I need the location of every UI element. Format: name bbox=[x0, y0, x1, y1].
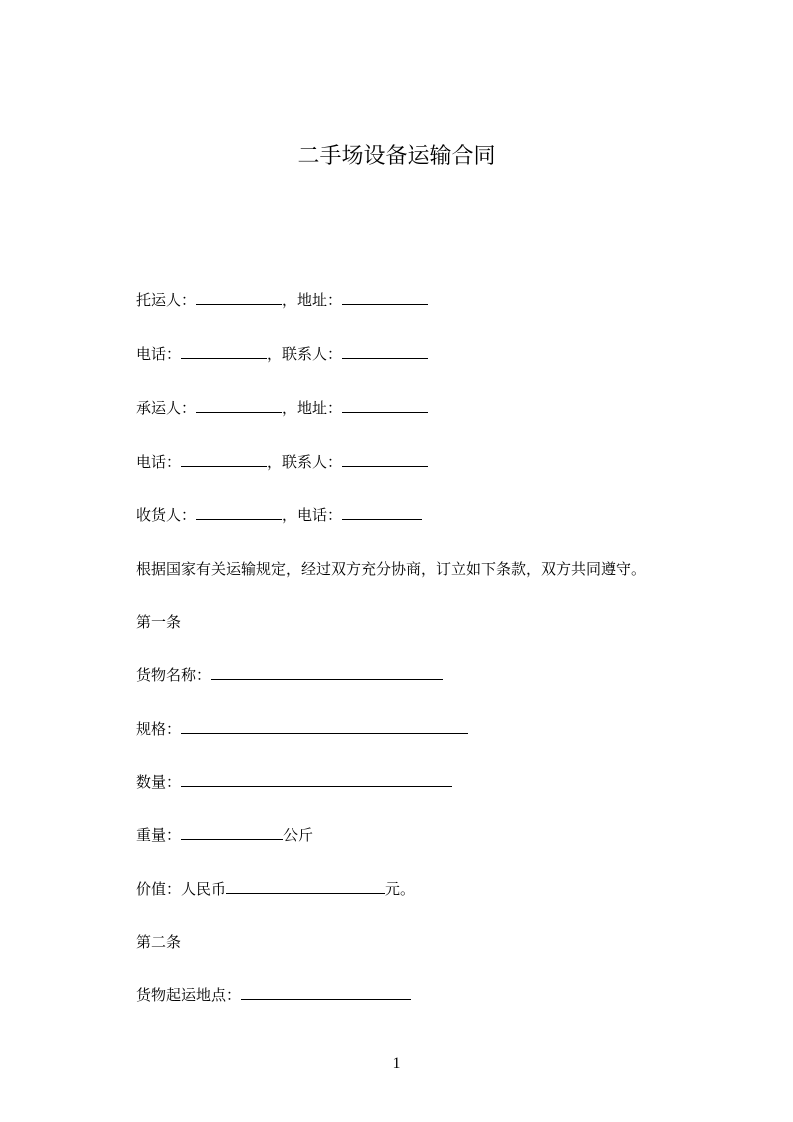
page-number: 1 bbox=[392, 1055, 401, 1072]
shipper-name-field[interactable] bbox=[196, 290, 282, 305]
goods-name-field[interactable] bbox=[211, 665, 443, 680]
origin-label: 货物起运地点： bbox=[136, 986, 242, 1004]
spec-label: 规格： bbox=[136, 720, 182, 738]
carrier-name-field[interactable] bbox=[196, 398, 282, 413]
carrier-contact-line bbox=[136, 452, 428, 472]
consignee-label: 收货人： bbox=[136, 506, 197, 524]
preamble: 根据国家有关运输规定，经过双方充分协商，订立如下条款，双方共同遵守。 bbox=[136, 560, 647, 578]
weight-line bbox=[136, 825, 313, 845]
consignee-phone-label: ，电话： bbox=[282, 506, 343, 524]
shipper-line bbox=[136, 290, 428, 310]
quantity-field[interactable] bbox=[181, 772, 452, 787]
shipper-label: 托运人： bbox=[136, 291, 197, 309]
origin-line bbox=[136, 985, 411, 1005]
value-field[interactable] bbox=[226, 879, 385, 894]
shipper-contact-field[interactable] bbox=[342, 344, 428, 359]
carrier-contact-field[interactable] bbox=[342, 452, 428, 467]
goods-name-label: 货物名称： bbox=[136, 666, 212, 684]
shipper-address-field[interactable] bbox=[342, 290, 428, 305]
weight-unit: 公斤 bbox=[283, 826, 314, 844]
article2-heading: 第二条 bbox=[136, 933, 182, 951]
shipper-contact-line bbox=[136, 344, 428, 364]
carrier-line bbox=[136, 398, 428, 418]
value-unit: 元。 bbox=[385, 880, 416, 898]
carrier-contact-label: ，联系人： bbox=[267, 453, 343, 471]
article1-heading: 第一条 bbox=[136, 613, 182, 631]
consignee-phone-field[interactable] bbox=[342, 505, 422, 520]
shipper-contact-label: ，联系人： bbox=[267, 345, 343, 363]
quantity-label: 数量： bbox=[136, 773, 182, 791]
shipper-address-label: ，地址： bbox=[282, 291, 343, 309]
consignee-line bbox=[136, 505, 422, 525]
document-title: 二手场设备运输合同 bbox=[297, 144, 496, 169]
shipper-phone-label: 电话： bbox=[136, 345, 182, 363]
carrier-phone-label: 电话： bbox=[136, 453, 182, 471]
carrier-phone-field[interactable] bbox=[181, 452, 267, 467]
shipper-phone-field[interactable] bbox=[181, 344, 267, 359]
spec-field[interactable] bbox=[181, 719, 468, 734]
goods-name-line bbox=[136, 665, 443, 685]
consignee-name-field[interactable] bbox=[196, 505, 282, 520]
origin-field[interactable] bbox=[241, 985, 411, 1000]
carrier-label: 承运人： bbox=[136, 399, 197, 417]
quantity-line bbox=[136, 772, 452, 792]
carrier-address-label: ，地址： bbox=[282, 399, 343, 417]
value-label: 价值：人民币 bbox=[136, 880, 227, 898]
value-line bbox=[136, 879, 415, 899]
carrier-address-field[interactable] bbox=[342, 398, 428, 413]
weight-label: 重量： bbox=[136, 826, 182, 844]
spec-line bbox=[136, 719, 468, 739]
weight-field[interactable] bbox=[181, 825, 283, 840]
